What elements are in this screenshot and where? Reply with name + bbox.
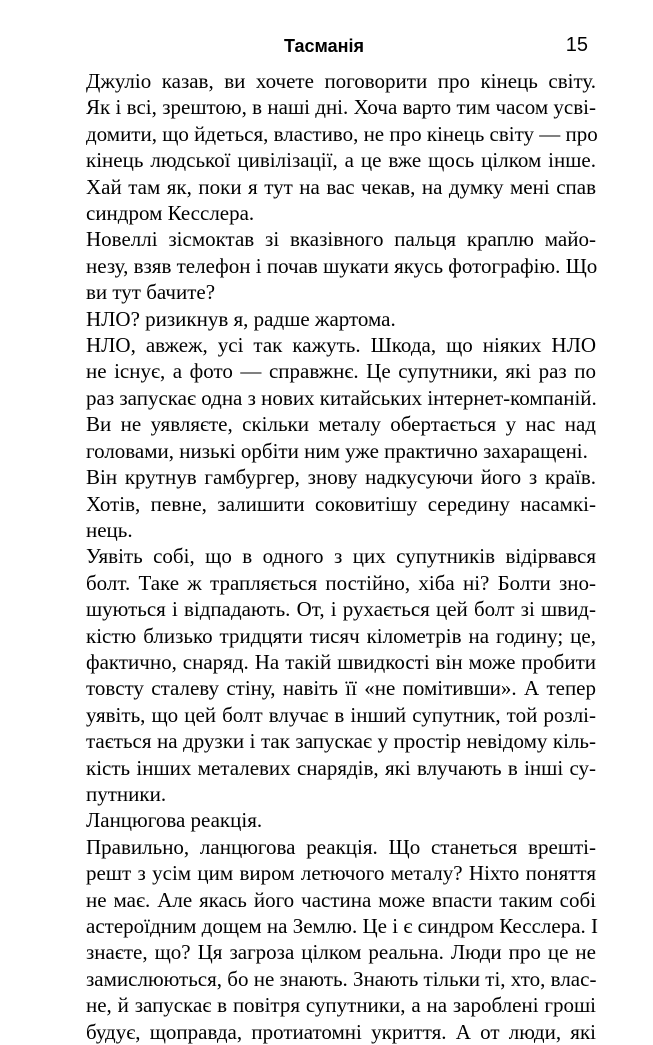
paragraph: [56, 543, 596, 807]
text-line: не існує, а фото — справжнє. Це супутники, які раз по: [86, 359, 596, 384]
paragraph: [56, 834, 599, 1045]
text-line: тається на друзки і так запускає у простір невідому кіль-: [86, 729, 596, 754]
text-line: болт. Таке ж трапляється постійно, хіба ні? Болти зно-: [86, 570, 596, 595]
text-line: кістю близько тридцяти тисяч кілометрів на годину; це,: [86, 623, 596, 648]
paragraph: [56, 68, 596, 226]
text-line: ви тут бачите?: [86, 280, 216, 305]
text-line: головами, низькі орбіти ним уже практично захаращені.: [86, 438, 588, 463]
text-line: Ланцюгова реакція.: [86, 808, 263, 833]
text-line: Новеллі зісмоктав зі вказівного пальця краплю майо-: [86, 227, 596, 252]
paragraph: [56, 226, 596, 305]
text-line: замислюються, бо не знають. Знають тільки ті, хто, влас-: [86, 966, 597, 991]
text-line: решт з усім цим виром летючого металу? Ніхто поняття: [86, 861, 596, 886]
text-line: Ви не уявляєте, скільки металу обертається у нас над: [86, 412, 596, 437]
running-title: Тасманія: [283, 36, 365, 56]
text-line: Як і всі, зрештою, в наші дні. Хоча варто тим часом усві-: [86, 95, 596, 120]
text-line: домити, що йдеться, властиво, не про кінець світу — про: [86, 121, 598, 146]
text-line: не, й запускає в повітря супутники, а на зароблені гроші: [86, 993, 596, 1018]
text-line: раз запускає одна з нових китайських інтернет-компаній.: [86, 385, 597, 410]
paragraph: [56, 306, 596, 332]
text-line: товсту сталеву стіну, навіть її «не помітивши». А тепер: [86, 676, 596, 701]
text-line: не має. Але якась його частина може впасти таким собі: [86, 887, 596, 912]
text-line: нець.: [86, 517, 133, 542]
text-line: НЛО, авжеж, усі так кажуть. Шкода, що ніяких НЛО: [86, 333, 596, 358]
text-line: кінець людської цивілізації, а це вже щось цілком інше.: [86, 148, 596, 173]
text-line: Уявіть собі, що в одного з цих супутників відірвався: [86, 544, 596, 569]
running-header: [60, 30, 588, 60]
text-line: будує, щоправда, протиатомні укриття. А от люди, які: [86, 1019, 596, 1044]
text-line: уявіть, що цей болт влучає в інший супутник, той розлі-: [86, 702, 596, 727]
text-line: НЛО? ризикнув я, радше жартома.: [86, 306, 396, 331]
text-line: незу, взяв телефон і почав шукати якусь фотографію. Що: [86, 253, 598, 278]
text-line: путники.: [86, 781, 167, 806]
paragraph: [56, 807, 596, 833]
body-text: [56, 68, 599, 1045]
text-line: Хай там як, поки я тут на вас чекав, на думку мені спав: [86, 174, 596, 199]
text-line: кість інших металевих снарядів, які влучають в інші су-: [86, 755, 596, 780]
text-line: фактично, снаряд. На такій швидкості він може пробити: [86, 649, 596, 674]
text-line: Джуліо казав, ви хочете поговорити про кінець світу.: [86, 69, 596, 93]
text-line: Він крутнув гамбургер, знову надкусуючи його з країв.: [86, 465, 596, 490]
text-line: астероїдним дощем на Землю. Це і є синдром Кесслера. І: [86, 914, 599, 938]
text-line: Хотів, певне, залишити соковитішу середину насамкі-: [86, 491, 596, 516]
text-line: Правильно, ланцюгова реакція. Що станеться врешті-: [86, 834, 596, 859]
paragraph: [56, 332, 596, 464]
text-line: шуються і відпадають. От, і рухається цей болт зі швид-: [86, 597, 596, 622]
page-number: 15: [565, 34, 588, 56]
text-line: синдром Кесслера.: [86, 201, 255, 226]
paragraph: [56, 464, 596, 543]
text-line: знаєте, що? Ця загроза цілком реальна. Люди про це не: [86, 940, 596, 965]
